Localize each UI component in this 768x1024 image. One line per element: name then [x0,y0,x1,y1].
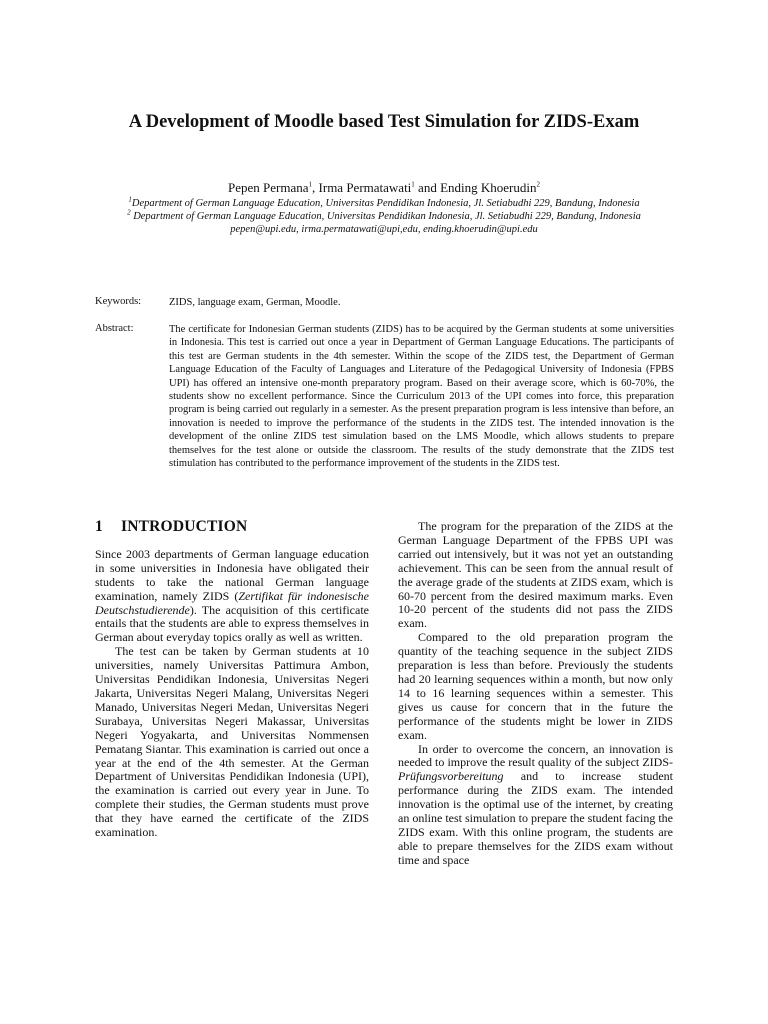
keywords-label: Keywords: [95,296,142,307]
author-name: Pepen Permana [228,180,309,195]
affiliation-marker: 2 [536,180,540,189]
keywords-text: ZIDS, language exam, German, Moodle. [169,297,341,308]
paragraph-text: ). The acquisition of this certificate entails that the students are able to express themselves in German about everyday topics orally as well as written. [95,602,369,645]
author-emails: pepen@upi.edu, irma.permatawati@upi,edu, ending.khoerudin@upi.edu [230,224,538,235]
paragraph-italic-text: Prüfungsvorbereitung [398,769,504,784]
author-separator: and [414,180,441,195]
section-number: 1 [95,518,103,535]
affiliation-2 [0,208,768,222]
affiliation-1 [0,195,768,209]
paragraph-text: and to increase student performance during the ZIDS exam. The intended innovation is the optimal use of the internet, by creating an online test simulation to prepare the student facing the ZIDS exam. With this online program, the students are able to prepare themselves for the ZIDS exam without time and space [398,769,673,867]
affiliation-text: Department of German Language Education, Universitas Pendidikan Indonesia, Jl. Setiabudhi 229, Bandung, Indonesia [131,198,640,209]
paragraph: The test can be taken by German students at 10 universities, namely Universitas Pattimura Ambon, Universitas Pendidikan Indonesia, Universitas Negeri Jakarta, Universitas Negeri Malang, Universitas Negeri Manado, Universitas Negeri Medan, Universitas Negeri Surabaya, Universitas Negeri Makassar, Universitas Negeri Yogyakarta, and Universitas Nommensen Pematang Siantar. This examination is carried out once a year at the end of the 4th semester. At the German Department of Universitas Pendidikan Indonesia (UPI), the examination is carried out every year in June. To complete their studies, the German students must prove that they have earned the certificate of the ZIDS examination. [95,644,369,840]
paper-title: A Development of Moodle based Test Simulation for ZIDS-Exam [128,112,640,132]
affiliation-marker: 1 [411,180,415,189]
paragraph: The program for the preparation of the ZIDS at the German Language Department of the FPBS UPI was carried out intensively, but it was not yet an outstanding achievement. This can be seen from the annual result of the average grade of the students at ZIDS exam, which is 60-70 percent from the desired maximum marks. Even 10-20 percent of the students did not pass the ZIDS exam. [398,519,673,631]
left-column [95,520,369,840]
affiliation-marker: 1 [128,195,132,204]
section-title: INTRODUCTION [121,518,248,535]
paragraph [398,743,673,868]
right-column [398,520,673,868]
paragraph: Compared to the old preparation program the quantity of the teaching sequence in the subject ZIDS preparation is less than before. Previously the students had 20 learning sequences within a month, but now only 14 to 16 learning sequences within a semester. This gives us cause for concern that in the future the performance of the students might be lower in ZIDS exam. [398,630,673,742]
affiliation-marker: 1 [308,180,313,189]
affiliation-marker: 2 [127,208,131,217]
affiliation-text: Department of German Language Education, Universitas Pendidikan Indonesia, Jl. Setiabudhi 229, Bandung, Indonesia [130,211,641,222]
author-name: Irma Permatawati [318,180,412,195]
paragraph-text: In order to overcome the concern, an innovation is needed to improve the result quality of the subject ZIDS- [398,741,673,770]
paragraph-text: Since 2003 departments of German language education in some universities in Indonesia have obligated their students to take the national German language examination, namely ZIDS ( [95,546,369,603]
paragraph [95,548,369,645]
abstract-label: Abstract: [95,323,134,334]
author-name: Ending Khoerudin [440,180,537,195]
paragraph-italic-text: Zertifikat für indonesische Deutschstudierende [95,588,370,617]
abstract-text: The certificate for Indonesian German students (ZIDS) has to be acquired by the German students at some universities in Indonesia. This test is carried out once a year in Department of German Language Educations. The participants of this test are German students in the 4th semester. Within the scope of the ZIDS test, the Department of German Language Education of the Faculty of Languages and Literature of the Pedagogical University of Indonesia (FPBS UPI) has offered an intensive one-month preparatory program. Based on their average score, which is 60-70%, the students show no excellent performance. Since the Curriculum 2013 of the UPI comes into force, this preparation program is being carried out regularly in a semester. As the present preparation program is less intensive than before, an innovation is needed to improve the performance of the students in the ZIDS test. The intended innovation is the development of the online ZIDS test simulation based on the LMS Moodle, which allows students to prepare themselves for the test alone or outside the classroom. The results of the study demonstrate that the ZIDS test stimulation has contributed to the performance improvement of the students in the ZIDS test. [169,324,674,470]
author-list [0,180,768,196]
author-separator: , [312,180,319,195]
section-heading [95,520,369,534]
